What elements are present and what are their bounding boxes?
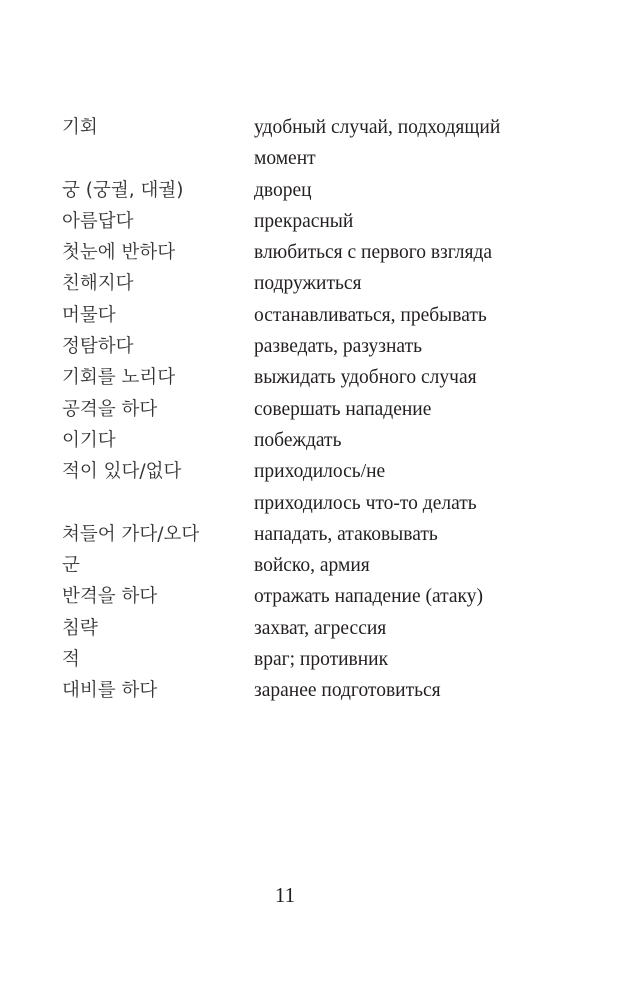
korean-term: 정탐하다 bbox=[62, 336, 134, 358]
russian-translation: влюбиться с первого взгляда bbox=[254, 242, 493, 264]
korean-term: 이기다 bbox=[62, 429, 116, 451]
korean-term: 대비를 하다 bbox=[62, 680, 158, 702]
korean-term: 공격을 하다 bbox=[62, 398, 158, 420]
russian-translation: отражать нападение (атаку) bbox=[254, 586, 483, 608]
russian-translation: совершать нападение bbox=[254, 398, 432, 420]
russian-translation: подружиться bbox=[254, 273, 362, 295]
vocab-entry bbox=[62, 206, 542, 237]
vocab-entry bbox=[62, 581, 542, 612]
vocab-entry bbox=[62, 519, 542, 550]
russian-translation: приходилось/не приходилось что-то делать bbox=[254, 461, 477, 514]
russian-translation: захват, агрессия bbox=[254, 617, 387, 639]
vocab-entry bbox=[62, 456, 542, 519]
vocab-entry bbox=[62, 268, 542, 299]
vocab-entry bbox=[62, 394, 542, 425]
russian-translation: войско, армия bbox=[254, 555, 370, 577]
vocabulary-list bbox=[62, 112, 542, 707]
russian-translation: удобный случай, подходящий момент bbox=[254, 117, 501, 170]
korean-term: 반격을 하다 bbox=[62, 586, 158, 608]
russian-translation: заранее подготовиться bbox=[254, 680, 441, 702]
russian-translation: нападать, атаковывать bbox=[254, 523, 438, 545]
korean-term: 궁 (궁궐, 대궐) bbox=[62, 179, 184, 201]
korean-term: 침략 bbox=[62, 617, 98, 639]
vocab-entry bbox=[62, 644, 542, 675]
vocab-entry bbox=[62, 613, 542, 644]
russian-translation: разведать, разузнать bbox=[254, 336, 422, 358]
russian-translation: враг; противник bbox=[254, 649, 389, 671]
page-number: 11 bbox=[274, 883, 296, 907]
korean-term: 기회를 노리다 bbox=[62, 367, 176, 389]
russian-translation: выжидать удобного случая bbox=[254, 367, 477, 389]
vocab-entry bbox=[62, 300, 542, 331]
korean-term: 머물다 bbox=[62, 304, 116, 326]
vocab-entry bbox=[62, 362, 542, 393]
korean-term: 군 bbox=[62, 555, 80, 577]
vocab-entry bbox=[62, 237, 542, 268]
korean-term: 기회 bbox=[62, 117, 98, 138]
vocab-entry bbox=[62, 550, 542, 581]
vocab-entry bbox=[62, 675, 542, 706]
vocab-entry bbox=[62, 425, 542, 456]
vocab-entry bbox=[62, 175, 542, 206]
russian-translation: побеждать bbox=[254, 429, 342, 451]
korean-term: 아름답다 bbox=[62, 210, 134, 232]
vocab-entry bbox=[62, 331, 542, 362]
russian-translation: прекрасный bbox=[254, 210, 354, 232]
russian-translation: дворец bbox=[254, 179, 312, 201]
korean-term: 친해지다 bbox=[62, 273, 134, 295]
korean-term: 적이 있다/없다 bbox=[62, 461, 182, 483]
korean-term: 첫눈에 반하다 bbox=[62, 242, 176, 264]
vocab-entry bbox=[62, 112, 542, 175]
russian-translation: останавливаться, пребывать bbox=[254, 304, 487, 326]
korean-term: 적 bbox=[62, 649, 80, 671]
korean-term: 쳐들어 가다/오다 bbox=[62, 523, 200, 545]
